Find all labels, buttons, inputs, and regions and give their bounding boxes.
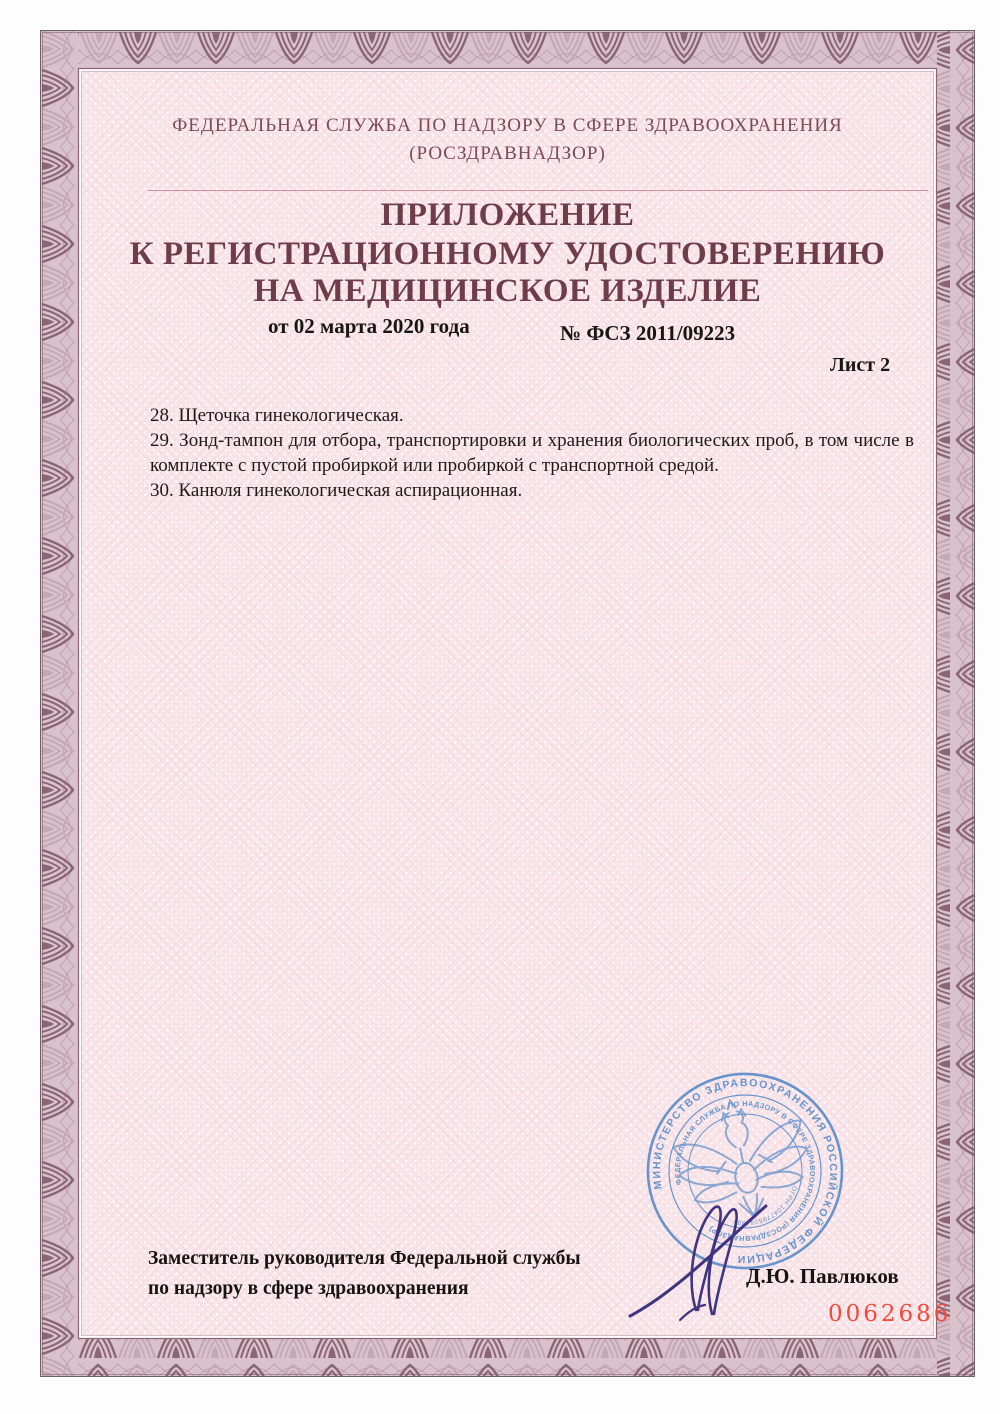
- document-title-line1: ПРИЛОЖЕНИЕ: [380, 197, 635, 233]
- stamp-ogrn-text: ОГРН 1047796244396: [732, 1184, 798, 1227]
- stamp-inner-ring-text: ФЕДЕРАЛЬНАЯ СЛУЖБА ПО НАДЗОРУ В СФЕРЕ ЗДРАВООХРАНЕНИЯ (РОСЗДРАВНАДЗОР): [672, 1098, 818, 1244]
- issuing-authority-name: ФЕДЕРАЛЬНАЯ СЛУЖБА ПО НАДЗОРУ В СФЕРЕ ЗДРАВООХРАНЕНИЯ: [172, 115, 843, 136]
- list-item-29: 29. Зонд-тампон для отбора, транспортировки и хранения биологических проб, в том числе в комплекте с пустой пробиркой или пробиркой с транспортной средой.: [150, 430, 914, 476]
- stamp-outer-ring-text: МИНИСТЕРСТВО ЗДРАВООХРАНЕНИЯ РОССИЙСКОЙ ФЕДЕРАЦИИ: [650, 1076, 840, 1266]
- list-item-28: 28. Щеточка гинекологическая.: [150, 405, 404, 426]
- signer-position-line2: по надзору в сфере здравоохранения: [148, 1278, 469, 1299]
- document-title-line2: К РЕГИСТРАЦИОННОМУ УДОСТОВЕРЕНИЮ: [129, 236, 886, 272]
- sheet-number: Лист 2: [830, 354, 891, 376]
- form-serial-number: 0062686: [828, 1301, 952, 1327]
- signer-position: [148, 1244, 668, 1304]
- list-item-30: 30. Канюля гинекологическая аспирационная.: [150, 480, 523, 501]
- registration-number: № ФСЗ 2011/09223: [560, 321, 736, 345]
- issue-date: от 02 марта 2020 года: [268, 314, 470, 338]
- signer-name: Д.Ю. Павлюков: [746, 1264, 899, 1288]
- header-divider: [148, 190, 928, 191]
- signer-position-line1: Заместитель руководителя Федеральной службы: [148, 1248, 581, 1269]
- issuing-authority-short-name: (РОСЗДРАВНАДЗОР): [409, 143, 606, 164]
- device-list: [150, 403, 914, 503]
- document-title-line3: НА МЕДИЦИНСКОЕ ИЗДЕЛИЕ: [253, 273, 762, 309]
